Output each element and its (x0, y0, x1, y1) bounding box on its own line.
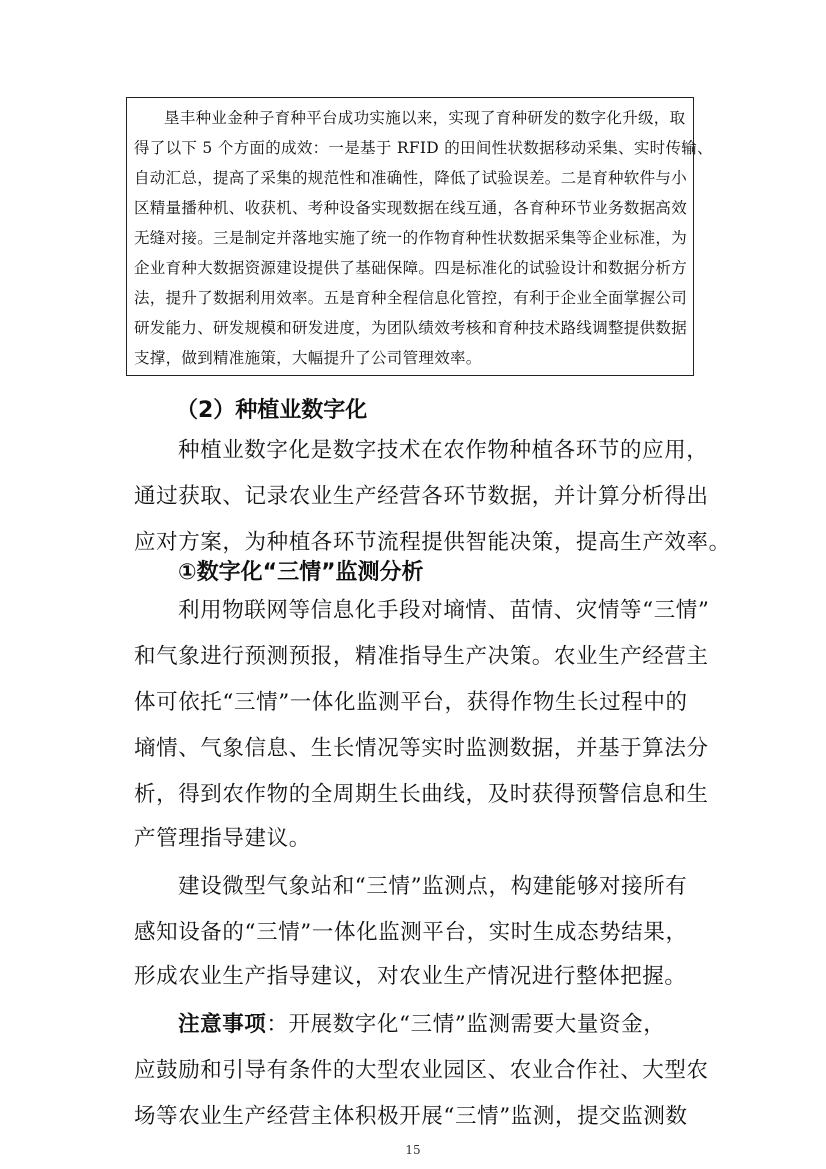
paragraph-line: 产管理指导建议。 (134, 826, 311, 851)
subsection-heading: ①数字化“三情”监测分析 (178, 560, 424, 585)
case-text-line: 自动汇总，提高了采集的规范性和准确性，降低了试验误差。二是育种软件与小 (134, 169, 688, 187)
paragraph-line: 场等农业生产经营主体积极开展“三情”监测，提交监测数 (134, 1104, 688, 1129)
paragraph-line: 墒情、气象信息、生长情况等实时监测数据，并基于算法分 (134, 736, 709, 761)
case-text-line: 研发能力、研发规模和研发进度，为团队绩效考核和育种技术路线调整提供数据 (134, 319, 688, 337)
paragraph-line: 通过获取、记录农业生产经营各环节数据，并计算分析得出 (134, 484, 709, 509)
case-text-line: 支撑，做到精准施策，大幅提升了公司管理效率。 (134, 349, 482, 367)
paragraph-line: 建设微型气象站和“三情”监测点，构建能够对接所有 (178, 874, 688, 899)
paragraph-line: 应对方案，为种植各环节流程提供智能决策，提高生产效率。 (134, 530, 731, 555)
page-number: 15 (405, 1143, 421, 1157)
note-label: 注意事项 (178, 1012, 267, 1037)
note-text: ：开展数字化“三情”监测需要大量资金， (266, 1012, 666, 1037)
case-text-line: 区精量播种机、收获机、考种设备实现数据在线互通，各育种环节业务数据高效 (134, 199, 688, 217)
case-text-line: 无缝对接。三是制定并落地实施了统一的作物育种性状数据采集等企业标准，为 (134, 229, 688, 247)
case-text-line: 法，提升了数据利用效率。五是育种全程信息化管控，有利于企业全面掌握公司 (134, 289, 688, 307)
paragraph-line: 析，得到农作物的全周期生长曲线，及时获得预警信息和生 (134, 782, 709, 807)
paragraph-line: 利用物联网等信息化手段对墒情、苗情、灾情等“三情” (178, 598, 710, 623)
paragraph-line: 感知设备的“三情”一体化监测平台，实时生成态势结果， (134, 920, 688, 945)
paragraph-line: 体可依托“三情”一体化监测平台，获得作物生长过程中的 (134, 690, 688, 715)
paragraph-line: 和气象进行预测预报，精准指导生产决策。农业生产经营主 (134, 644, 709, 669)
paragraph-line: 形成农业生产指导建议，对农业生产情况进行整体把握。 (134, 964, 687, 989)
note-line (178, 1010, 665, 1040)
case-text-line: 垦丰种业金种子育种平台成功实施以来，实现了育种研发的数字化升级，取 (164, 109, 686, 127)
case-text-line: 得了以下 5 个方面的成效：一是基于 RFID 的田间性状数据移动采集、实时传输、 (134, 139, 713, 157)
case-text-line: 企业育种大数据资源建设提供了基础保障。四是标准化的试验设计和数据分析方 (134, 259, 688, 277)
paragraph-line: 应鼓励和引导有条件的大型农业园区、农业合作社、大型农 (134, 1058, 709, 1083)
paragraph-line: 种植业数字化是数字技术在农作物种植各环节的应用， (178, 438, 709, 463)
section-heading: （2）种植业数字化 (176, 398, 368, 423)
